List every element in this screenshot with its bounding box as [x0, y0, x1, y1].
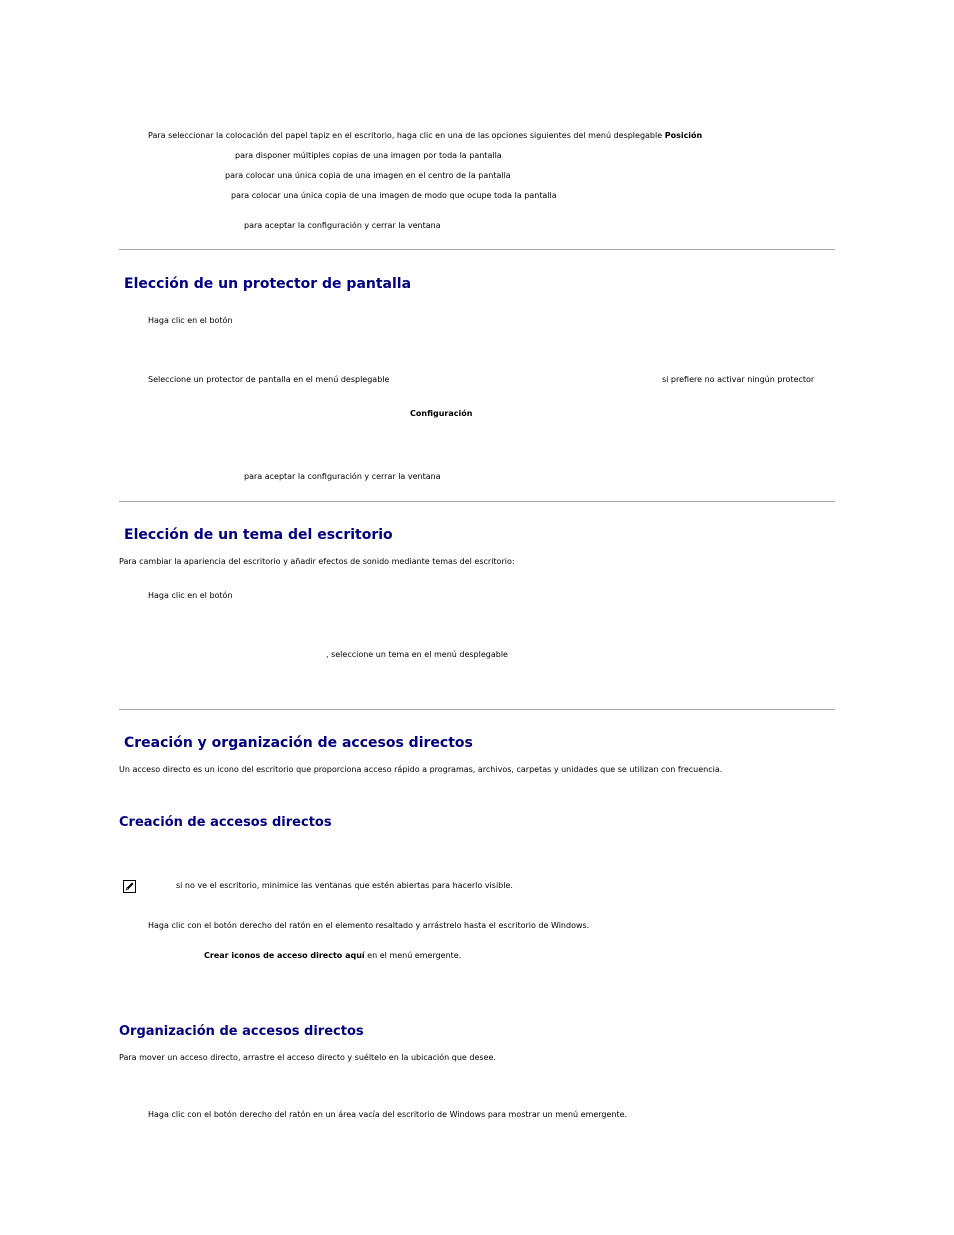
wallpaper-option-center: para colocar una única copia de una imagen en el centro de la pantalla — [225, 171, 511, 180]
screensaver-step-none: si prefiere no activar ningún protector — [662, 375, 815, 384]
shortcuts-intro: Un acceso directo es un icono del escritorio que proporciona acceso rápido a programas, archivos, carpetas y unidades que se utilizan con frecuencia. — [119, 765, 723, 774]
shortcuts-heading: Creación y organización de accesos directos — [124, 735, 473, 751]
organize-shortcuts-heading: Organización de accesos directos — [119, 1024, 364, 1039]
position-label: Posición — [664, 131, 703, 140]
create-step-drag: Haga clic con el botón derecho del ratón en el elemento resaltado y arrástrelo hasta el escritorio de Windows. — [148, 921, 590, 930]
screensaver-step-select: Seleccione un protector de pantalla en el menú desplegable — [148, 375, 390, 384]
organize-intro: Para mover un acceso directo, arrastre el acceso directo y suéltelo en la ubicación que desee. — [119, 1053, 496, 1062]
theme-heading: Elección de un tema del escritorio — [124, 527, 393, 543]
screensaver-accept-text: para aceptar la configuración y cerrar la ventana — [244, 472, 441, 481]
theme-step-start: Haga clic en el botón — [148, 591, 233, 600]
screensaver-heading: Elección de un protector de pantalla — [124, 276, 412, 292]
pencil-note-icon — [123, 880, 136, 893]
theme-step-select: , seleccione un tema en el menú desplegable — [326, 650, 508, 659]
create-shortcut-option: Crear iconos de acceso directo aquí — [204, 951, 365, 960]
wallpaper-intro: Para seleccionar la colocación del papel tapiz en el escritorio, haga clic en una de las opciones siguientes del menú desplegable Posición — [148, 131, 703, 140]
theme-intro: Para cambiar la apariencia del escritorio y añadir efectos de sonido mediante temas del escritorio: — [119, 557, 515, 566]
create-note-text: si no ve el escritorio, minimice las ventanas que estén abiertas para hacerlo visible. — [176, 881, 513, 890]
config-label: Configuración — [410, 409, 473, 418]
wallpaper-option-stretch: para colocar una única copia de una imagen de modo que ocupe toda la pantalla — [231, 191, 557, 200]
screensaver-step-start: Haga clic en el botón — [148, 316, 233, 325]
create-shortcuts-heading: Creación de accesos directos — [119, 815, 332, 830]
wallpaper-accept-text: para aceptar la configuración y cerrar la ventana — [244, 221, 441, 230]
section-divider — [119, 501, 835, 502]
wallpaper-option-tile: para disponer múltiples copias de una imagen por toda la pantalla — [235, 151, 502, 160]
section-divider — [119, 249, 835, 250]
organize-step-rightclick: Haga clic con el botón derecho del ratón en un área vacía del escritorio de Windows para mostrar un menú emergente. — [148, 1110, 628, 1119]
section-divider — [119, 709, 835, 710]
create-step-menu: Crear iconos de acceso directo aquí en el menú emergente. — [204, 951, 462, 960]
